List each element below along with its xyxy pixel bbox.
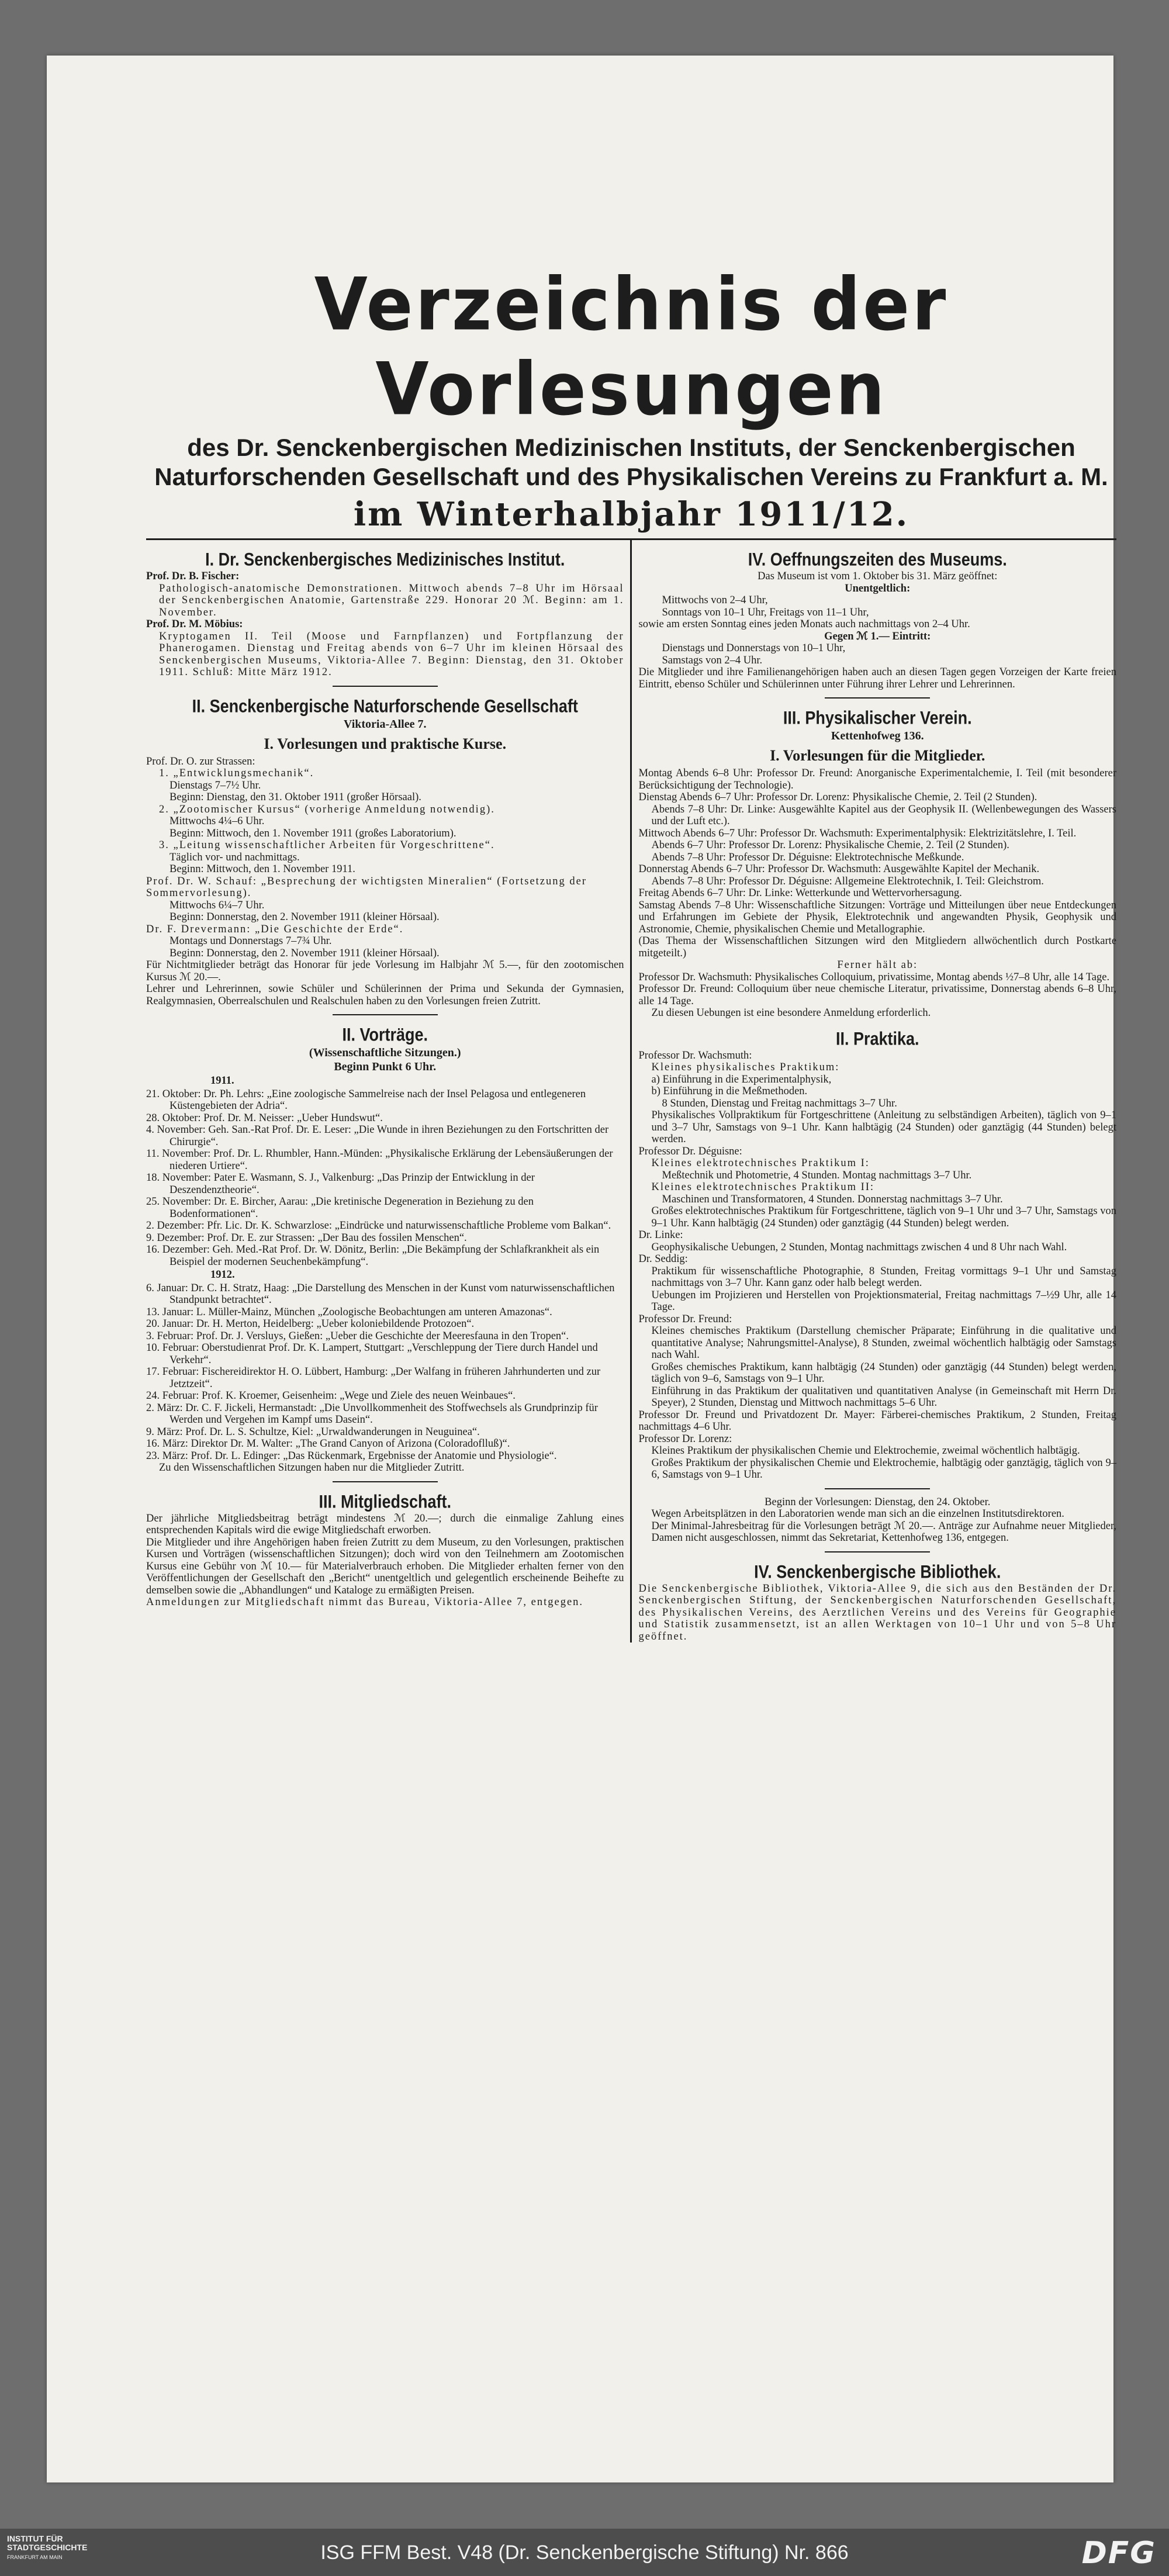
course-title: 2. „Zootomischer Kursus“ (vorherige Anmeldung notwendig). <box>159 803 495 815</box>
course-begin: Beginn: Donnerstag, den 2. November 1911 (kleiner Hörsaal). <box>170 947 440 959</box>
talk-item: 28. Oktober: Prof. Dr. M. Neisser: „Ueber Hundswut“. <box>146 1112 383 1124</box>
section-medizinisches-institut-title: I. Dr. Senckenbergisches Medizinisches Institut. <box>205 549 565 570</box>
schedule-line: Freitag Abends 6–7 Uhr: Dr. Linke: Wetterkunde und Wettervorhersagung. <box>638 887 962 899</box>
course-time: Mittwochs 4¼–6 Uhr. <box>170 815 265 827</box>
poster-title: Verzeichnis der Vorlesungen <box>314 262 949 431</box>
talk-item: 20. Januar: Dr. H. Merton, Heidelberg: „Ueber koloniebildende Protozoen“. <box>146 1318 475 1330</box>
divider <box>333 1481 438 1482</box>
praktika-line: Professor Dr. Freund: <box>638 1313 732 1325</box>
praktika-line: Professor Dr. Freund und Privatdozent Dr. Mayer: Färberei-chemisches Praktikum, 2 Stunden, Freitag nachmittags 4–6 Uhr. <box>638 1409 1116 1433</box>
membership-text: Die Mitglieder und ihre Angehörigen haben freien Zutritt zu dem Museum, zu den Vorlesungen, praktischen Kursen und Vorträgen (wissenschaftlichen Sitzungen); doch wird von den Teilnehmern am Zootomischen Kursus eine Gebühr von ℳ 10.— für Materialverbrauch erhoben. Die Mitglieder erhalten ferner von den Veröffentlichungen der Gesellschaft den „Bericht“ unentgeltlich und gelegentlich erscheinende Beihefte zu demselben sowie die „Abhandlungen“ und Kataloge zu ermäßigten Preisen. <box>146 1536 624 1596</box>
section-museum-hours-title: IV. Oeffnungszeiten des Museums. <box>748 549 1007 570</box>
lecturer-name: Prof. Dr. B. Fischer: <box>146 570 240 582</box>
praktika-line: Kleines elektrotechnisches Praktikum II: <box>651 1181 875 1193</box>
praktika-list <box>639 1050 1117 1481</box>
praktika-line: Großes Praktikum der physikalischen Chemie und Elektrochemie, halbtägig oder ganztägig, täglich von 9–6, Samstags von 9–1 Uhr. <box>651 1457 1116 1481</box>
course-begin: Beginn: Mittwoch, den 1. November 1911. <box>170 863 355 875</box>
talks-list-1911 <box>146 1088 624 1268</box>
schedule-line: (Das Thema der Wissenschaftlichen Sitzungen wird den Mitgliedern allwöchentlich durch Postkarte mitgeteilt.) <box>638 935 1116 959</box>
lecturer-name: Prof. Dr. M. Möbius: <box>146 618 243 630</box>
museum-hours-heading: Unentgeltlich: <box>845 582 911 594</box>
course-title: 1. „Entwicklungsmechanik“. <box>159 767 314 779</box>
course-time: Mittwochs 6¼–7 Uhr. <box>170 899 265 911</box>
section-physikalischer-verein-title: III. Physikalischer Verein. <box>783 707 972 728</box>
lab-note: Wegen Arbeitsplätzen in den Laboratorien wende man sich an die einzelnen Institutsdirektoren. <box>651 1508 1064 1520</box>
praktika-line: Geophysikalische Uebungen, 2 Stunden, Montag nachmittags zwischen 4 und 8 Uhr nach Wahl. <box>651 1241 1067 1253</box>
talk-item: 10. Februar: Oberstudienrat Prof. Dr. K. Lampert, Stuttgart: „Verschleppung der Tiere durch Handel und Verkehr“. <box>146 1342 598 1366</box>
colloquium-note: Zu diesen Uebungen ist eine besondere Anmeldung erforderlich. <box>651 1007 931 1019</box>
museum-hours-line: sowie am ersten Sonntag eines jeden Monats auch nachmittags von 2–4 Uhr. <box>638 618 970 630</box>
talk-item: 21. Oktober: Dr. Ph. Lehrs: „Eine zoologische Sammelreise nach der Insel Pelagosa und entlegeneren Küstengebieten der Adria“. <box>146 1088 586 1112</box>
schedule-line: Mittwoch Abends 6–7 Uhr: Professor Dr. Wachsmuth: Experimentalphysik: Elektrizitätslehre, I. Teil. <box>638 827 1077 839</box>
museum-hours-line: Mittwochs von 2–4 Uhr, <box>662 594 768 606</box>
year-label: 1911. <box>210 1075 234 1087</box>
poster-content <box>146 208 1116 1643</box>
talk-item: 25. November: Dr. E. Bircher, Aarau: „Die kretinische Degeneration in Beziehung zu den Bodenformationen“. <box>146 1196 534 1220</box>
course-begin: Beginn: Donnerstag, den 2. November 1911 (kleiner Hörsaal). <box>170 911 440 923</box>
talk-item: 17. Februar: Fischereidirektor H. O. Lübbert, Hamburg: „Der Walfang in früheren Jahrhunderten und zur Jetztzeit“. <box>146 1366 601 1390</box>
schedule-line: Abends 7–8 Uhr: Professor Dr. Déguisne: Elektrotechnische Meßkunde. <box>651 851 964 863</box>
museum-hours-line: Samstags von 2–4 Uhr. <box>662 654 763 666</box>
praktika-line: Praktikum für wissenschaftliche Photographie, 8 Stunden, Freitag vormittags 9–1 Uhr und Samstag nachmittags von 3–7 Uhr. Kann ganz oder halb belegt werden. <box>651 1265 1116 1289</box>
praktika-line: Professor Dr. Lorenz: <box>638 1433 732 1445</box>
lecture-schedule <box>639 767 1117 959</box>
talk-item: 9. Dezember: Prof. Dr. E. zur Strassen: „Der Bau des fossilen Menschen“. <box>146 1232 467 1244</box>
museum-hours-line: Dienstags und Donnerstags von 10–1 Uhr, <box>662 642 846 654</box>
praktika-line: Großes elektrotechnisches Praktikum für Fortgeschrittene, täglich von 9–1 Uhr und 3–7 Uhr, Samstags von 9–1 Uhr. Kann halbtägig (24 Stunden) oder ganztägig (44 Stunden) belegt werden. <box>651 1205 1116 1229</box>
section-begin-time: Beginn Punkt 6 Uhr. <box>334 1060 437 1073</box>
museum-hours-heading: Gegen ℳ 1.— Eintritt: <box>824 630 931 642</box>
dfg-logo: DFG <box>1081 2536 1156 2571</box>
talk-item: 24. Februar: Prof. K. Kroemer, Geisenheim: „Wege und Ziele des neuen Weinbaues“. <box>146 1390 516 1402</box>
colloquium-line: Professor Dr. Wachsmuth: Physikalisches Colloquium, privatissime, Montag abends ½7–8 Uhr, alle 14 Tage. <box>638 971 1110 983</box>
section-bibliothek-title: IV. Senckenbergische Bibliothek. <box>754 1561 1001 1582</box>
course-title: Prof. Dr. W. Schauf: „Besprechung der wichtigsten Mineralien“ (Fortsetzung der Sommervorlesung). <box>146 875 587 899</box>
course-begin: Beginn: Mittwoch, den 1. November 1911 (großes Laboratorium). <box>170 827 456 839</box>
praktika-line: Kleines Praktikum der physikalischen Chemie und Elektrochemie, zweimal wöchentlich halbtägig. <box>651 1445 1080 1457</box>
talks-note: Zu den Wissenschaftlichen Sitzungen haben nur die Mitglieder Zutritt. <box>159 1462 465 1474</box>
fee-note: Für Nichtmitglieder beträgt das Honorar für jede Vorlesung im Halbjahr ℳ 5.—, für den zootomischen Kursus ℳ 20.—. <box>146 959 624 983</box>
divider <box>333 686 438 687</box>
section-naturforschende-title: II. Senckenbergische Naturforschende Gesellschaft <box>192 696 578 716</box>
praktika-line: Meßtechnik und Photometrie, 4 Stunden. Montag nachmittags 3–7 Uhr. <box>662 1169 972 1181</box>
talk-item: 11. November: Prof. Dr. L. Rhumbler, Hann.-Münden: „Physikalische Erklärung der Lebensäußerungen der niederen Urtiere“. <box>146 1148 613 1172</box>
section-subtitle: (Wissenschaftliche Sitzungen.) <box>309 1046 461 1059</box>
talk-item: 2. Dezember: Pfr. Lic. Dr. K. Schwarzlose: „Eindrücke und naturwissenschaftliche Probleme vom Balkan“. <box>146 1220 611 1232</box>
praktika-line: 8 Stunden, Dienstag und Freitag nachmittags 3–7 Uhr. <box>662 1097 897 1109</box>
membership-text: Der jährliche Mitgliedsbeitrag beträgt mindestens ℳ 20.—; durch die einmalige Zahlung eines entsprechenden Kapitals wird die ewige Mitgliedschaft erworben. <box>146 1512 624 1536</box>
schedule-line: Montag Abends 6–8 Uhr: Professor Dr. Freund: Anorganische Experimentalchemie, I. Teil (mit besonderer Berücksichtigung der Technologie). <box>638 767 1116 791</box>
praktika-line: Professor Dr. Wachsmuth: <box>638 1049 752 1061</box>
praktika-line: Dr. Seddig: <box>638 1253 688 1265</box>
lecture-text: Pathologisch-anatomische Demonstrationen. Mittwoch abends 7–8 Uhr im Hörsaal der Senckenbergischen Anatomie, Gartenstraße 229. Honorar 20 ℳ. Beginn: am 1. November. <box>159 582 624 618</box>
fee-note: Der Minimal-Jahresbeitrag für die Vorlesungen beträgt ℳ 20.—. Anträge zur Aufnahme neuer Mitglieder, Damen nicht ausgeschlossen, nimmt das Sekretariat, Kettenhofweg 136, entgegen. <box>651 1520 1116 1544</box>
museum-hours-line: Die Mitglieder und ihre Familienangehörigen haben auch an diesen Tagen gegen Vorzeigen der Karte freien Eintritt, ebenso Schüler und Schülerinnen unter Führung ihrer Lehrer und Lehrerinnen. <box>638 666 1116 690</box>
praktika-line: Kleines physikalisches Praktikum: <box>651 1061 840 1073</box>
praktika-line: Einführung in das Praktikum der qualitativen und quantitativen Analyse (in Gemeinschaft mit Herrn Dr. Speyer), 2 Stunden, Dienstag und Mittwoch nachmittags 5–6 Uhr. <box>651 1385 1116 1409</box>
praktika-line: b) Einführung in die Meßmethoden. <box>651 1085 808 1097</box>
access-note: Lehrer und Lehrerinnen, sowie Schüler und Schülerinnen der Prima und Sekunda der Gymnasien, Realgymnasien, Oberrealschulen und Realschulen haben zu den Vorlesungen freien Zutritt. <box>146 983 624 1007</box>
schedule-line: Samstag Abends 7–8 Uhr: Wissenschaftliche Sitzungen: Vorträge und Mitteilungen über neue Entdeckungen und Erfahrungen im Gebiete der Physik, Elektrotechnik und angewandten Physik, Geophysik und Astronomie, Chemie, physikalischen Chemie und Metallographie. <box>638 899 1116 935</box>
left-column <box>146 540 630 1643</box>
schedule-line: Dienstag Abends 6–7 Uhr: Professor Dr. Lorenz: Physikalische Chemie, 2. Teil (2 Stunden). <box>638 791 1037 803</box>
talk-item: 16. Dezember: Geh. Med.-Rat Prof. Dr. W. Dönitz, Berlin: „Die Bekämpfung der Schlafkrankheit als ein Beispiel der modernen Seuchenbekämpfung“. <box>146 1244 600 1268</box>
section-vortraege-title: II. Vorträge. <box>342 1024 428 1045</box>
praktika-line: Dr. Linke: <box>638 1229 683 1241</box>
subsection-title: I. Vorlesungen und praktische Kurse. <box>264 735 507 752</box>
institution-logo: INSTITUT FÜR STADTGESCHICHTE FRANKFURT AM MAIN <box>7 2534 88 2560</box>
course-time: Täglich vor- und nachmittags. <box>170 851 300 863</box>
praktika-line: Physikalisches Vollpraktikum für Fortgeschrittene (Anleitung zu selbständigen Arbeiten), täglich von 9–1 und 3–7 Uhr, Samstags von 9–1 Uhr. Kann halbtägig (24 Stunden) oder ganztägig (44 Stunden) belegt werden. <box>651 1109 1116 1145</box>
talks-list-1912 <box>146 1282 624 1462</box>
course-begin: Beginn: Dienstag, den 31. Oktober 1911 (großer Hörsaal). <box>170 791 421 803</box>
praktika-line: Professor Dr. Déguisne: <box>638 1145 742 1157</box>
lecture-start-note: Beginn der Vorlesungen: Dienstag, den 24. Oktober. <box>765 1496 991 1508</box>
schedule-line: Donnerstag Abends 6–7 Uhr: Professor Dr. Wachsmuth: Ausgewählte Kapitel der Mechanik. <box>638 863 1040 875</box>
poster-sheet <box>47 56 1116 2482</box>
course-time: Dienstags 7–7½ Uhr. <box>170 779 261 791</box>
section-address: Viktoria-Allee 7. <box>344 717 427 731</box>
year-label: 1912. <box>210 1269 235 1281</box>
praktika-line: Kleines chemisches Praktikum (Darstellung chemischer Präparate; Einführung in die qualitative und quantitative Analyse; Nahrungsmittel-Analyse), 8 Stunden, zweimal wöchentlich halbtägig oder Samstags nach Wahl. <box>651 1325 1116 1361</box>
talk-item: 2. März: Dr. C. F. Jickeli, Hermanstadt: „Die Unvollkommenheit des Stoffwechsels als Grundprinzip für Werden und Vergehen im Kampf ums Dasein“. <box>146 1402 598 1426</box>
section-praktika-title: II. Praktika. <box>835 1028 919 1049</box>
divider <box>825 1551 930 1552</box>
praktika-line: a) Einführung in die Experimentalphysik, <box>651 1073 832 1085</box>
schedule-line: Abends 7–8 Uhr: Professor Dr. Déguisne: Allgemeine Elektrotechnik, I. Teil: Gleichstrom. <box>651 875 1044 887</box>
poster-subtitle: des Dr. Senckenbergischen Medizinischen Instituts, der Senckenbergischen Naturforschenden Gesellschaft und des Physikalischen Vereins zu Frankfurt a. M. <box>154 434 1108 490</box>
divider <box>825 697 930 699</box>
subsection-title: I. Vorlesungen für die Mitglieder. <box>770 747 985 764</box>
course-title: Dr. F. Drevermann: „Die Geschichte der Erde“. <box>146 923 404 935</box>
section-address: Kettenhofweg 136. <box>831 729 924 742</box>
talk-item: 23. März: Prof. Dr. L. Edinger: „Das Rückenmark, Ergebnisse der Anatomie und Physiologie“. <box>146 1450 557 1462</box>
talk-item: 6. Januar: Dr. C. H. Stratz, Haag: „Die Darstellung des Menschen in der Kunst vom naturwissenschaftlichen Standpunkt betrachtet“. <box>146 1282 615 1306</box>
schedule-line: Abends 6–7 Uhr: Professor Dr. Lorenz: Physikalische Chemie, 2. Teil (2 Stunden). <box>651 839 1009 851</box>
museum-hours-line: Das Museum ist vom 1. Oktober bis 31. März geöffnet: <box>758 570 998 582</box>
divider <box>825 1488 930 1489</box>
schedule-line: Abends 7–8 Uhr: Dr. Linke: Ausgewählte Kapitel aus der Geophysik II. (Wellenbewegungen des Wassers und der Luft etc.). <box>651 803 1116 827</box>
talk-item: 18. November: Pater E. Wasmann, S. J., Valkenburg: „Das Prinzip der Entwicklung in der Deszendenztheorie“. <box>146 1172 535 1196</box>
lecturer-name: Prof. Dr. O. zur Strassen: <box>146 755 255 767</box>
course-time: Montags und Donnerstags 7–7¾ Uhr. <box>170 935 332 947</box>
divider <box>333 1014 438 1015</box>
colloquium-heading: Ferner hält ab: <box>837 959 918 971</box>
praktika-line: Großes chemisches Praktikum, kann halbtägig (24 Stunden) oder ganztägig (44 Stunden) belegt werden, täglich von 9–6, Samstags von 9–1 Uhr. <box>651 1361 1116 1385</box>
talk-item: 3. Februar: Prof. Dr. J. Versluys, Gießen: „Ueber die Geschichte der Meeresfauna in den Tropen“. <box>146 1330 569 1342</box>
section-mitgliedschaft-title: III. Mitgliedschaft. <box>319 1491 452 1512</box>
archive-caption: ISG FFM Best. V48 (Dr. Senckenbergische Stiftung) Nr. 866 <box>320 2542 849 2564</box>
lecture-text: Kryptogamen II. Teil (Moose und Farnpflanzen) und Fortpflanzung der Phanerogamen. Dienstag und Freitag abends von 6–7 Uhr im kleinen Hörsaal des Senckenbergischen Museums, Viktoria-Allee 7. Beginn: Dienstag, den 31. Oktober 1911. Schluß: Mitte März 1912. <box>159 630 624 678</box>
talk-item: 16. März: Direktor Dr. M. Walter: „The Grand Canyon of Arizona (Coloradoflluß)“. <box>146 1438 510 1450</box>
right-column <box>630 540 1117 1643</box>
two-column-body <box>146 540 1116 1643</box>
praktika-line: Uebungen im Projizieren und Herstellen von Projektionsmaterial, Freitag nachmittags 7–½9 Uhr, alle 14 Tage. <box>651 1289 1116 1313</box>
museum-hours-line: Sonntags von 10–1 Uhr, Freitags von 11–1 Uhr, <box>662 606 869 618</box>
talk-item: 4. November: Geh. San.-Rat Prof. Dr. E. Leser: „Die Wunde in ihren Beziehungen zu den Fortschritten der Chirurgie“. <box>146 1124 609 1148</box>
talk-item: 9. März: Prof. Dr. L. S. Schultze, Kiel: „Urwaldwanderungen in Neuguinea“. <box>146 1426 480 1438</box>
praktika-line: Kleines elektrotechnisches Praktikum I: <box>651 1157 870 1169</box>
poster-semester: im Winterhalbjahr 1911/12. <box>353 495 909 534</box>
praktika-line: Maschinen und Transformatoren, 4 Stunden. Donnerstag nachmittags 3–7 Uhr. <box>662 1193 1003 1205</box>
archive-footer <box>0 2529 1169 2576</box>
course-title: 3. „Leitung wissenschaftlicher Arbeiten für Vorgeschrittene“. <box>159 839 495 851</box>
talk-item: 13. Januar: L. Müller-Mainz, München „Zoologische Beobachtungen am unteren Amazonas“. <box>146 1306 552 1318</box>
library-text: Die Senckenbergische Bibliothek, Viktoria-Allee 9, die sich aus den Beständen der Dr. Senckenbergischen Stiftung, der Senckenbergischen Naturforschenden Gesellschaft, des Physikalischen Vereins, des Aerztlichen Vereins und des Vereins für Geographie und Statistik zusammensetzt, ist an allen Werktagen von 10–1 Uhr und von 5–8 Uhr geöffnet. <box>638 1582 1116 1643</box>
colloquium-line: Professor Dr. Freund: Colloquium über neue chemische Literatur, privatissime, Donnerstag abends 6–8 Uhr, alle 14 Tage. <box>638 983 1116 1007</box>
membership-text: Anmeldungen zur Mitgliedschaft nimmt das Bureau, Viktoria-Allee 7, entgegen. <box>146 1596 584 1608</box>
